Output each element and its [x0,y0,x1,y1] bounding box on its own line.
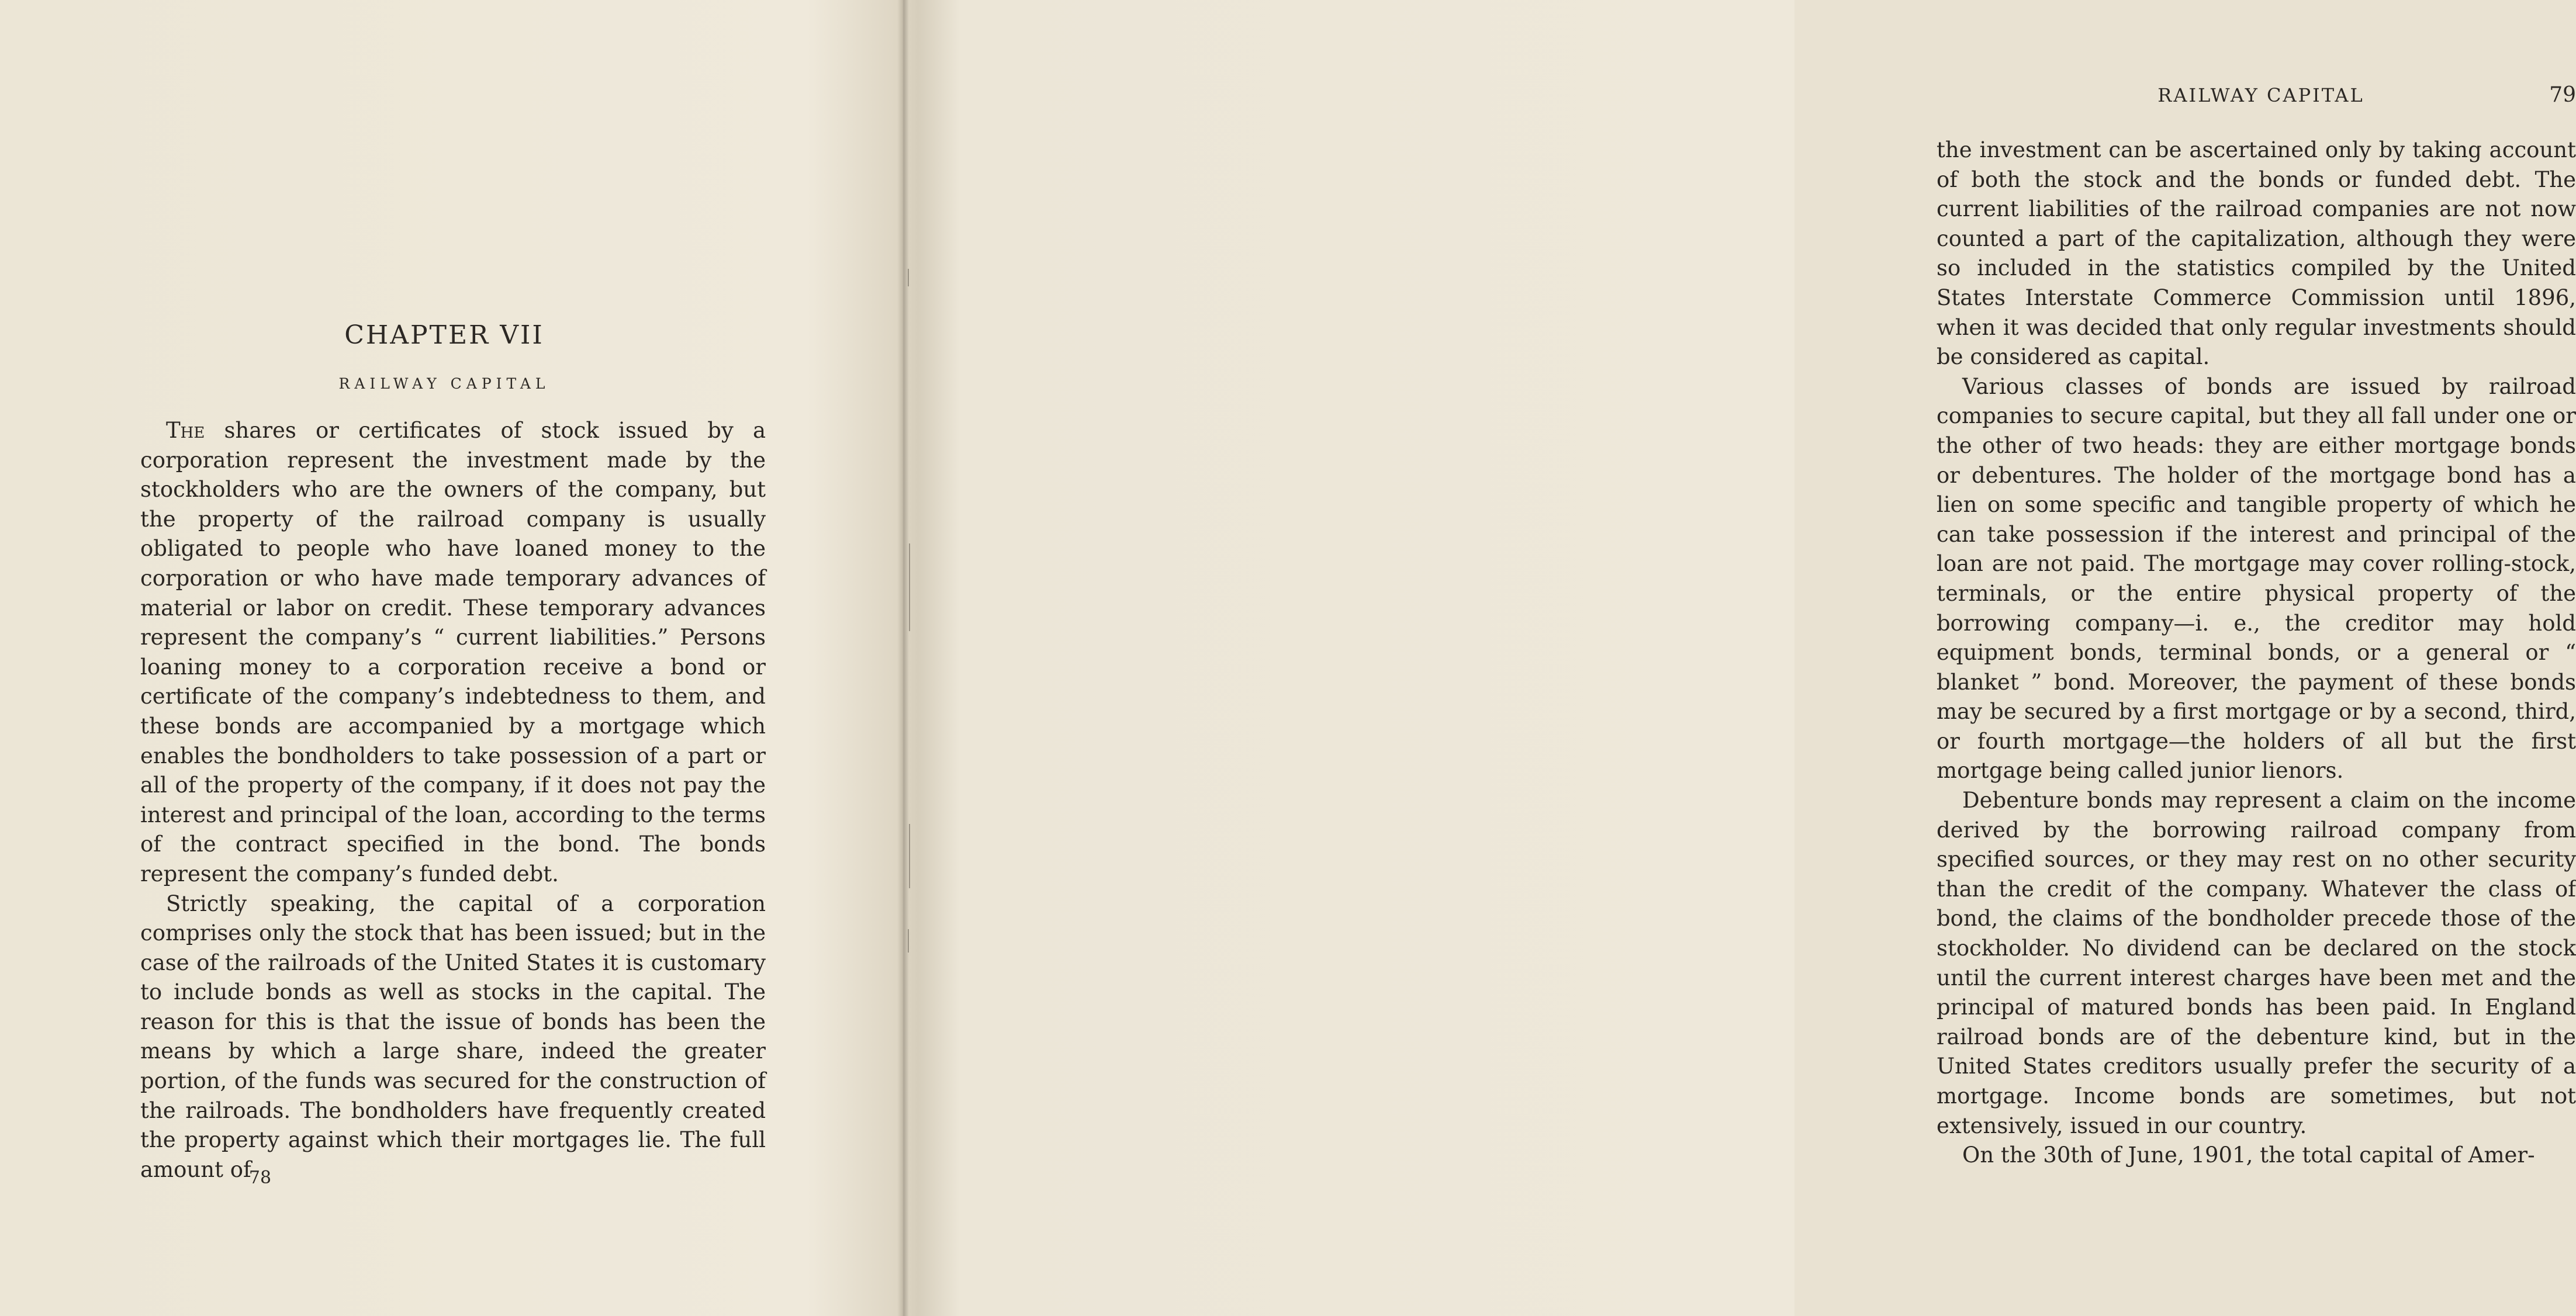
margin-mark [908,929,909,953]
paragraph: Debenture bonds may represent a claim on the income derived by the borrowing railroad company from specified sources, or they may rest on no other security than the credit of the company. Whatever the class of bond, the claims of the bondholder precede those of the stockholder. No dividend can be declared on the stock until the current interest charges have been met and the principal of matured bonds has been paid. In England railroad bonds are of the debenture kind, but in the United States creditors usually prefer the security of a mortgage. Income bonds are sometimes, but not extensively, issued in our country. [1937,788,2576,1138]
paragraph: the investment can be ascertained only by taking account of both the stock and the bonds or funded debt. The current liabilities of the railroad companies are not now counted a part of the capitalization, although they were so included in the statistics compiled by the United States Interstate Commerce Commission until 1896, when it was decided that only regular investments should be considered as capital. [1937,137,2576,370]
page-number: 78 [248,1168,272,1188]
paragraph: Various classes of bonds are issued by railroad companies to secure capital, but they all fall under one or the other of two heads: they are either mortgage bonds or debentures. The holder of the mortgage bond has a lien on some specific and tangible property of which he can take possession if the interest and principal of the loan are not paid. The mortgage may cover rolling-stock, terminals, or the entire physical property of the borrowing company—i. e., the creditor may hold equipment bonds, terminal bonds, or a general or “ blanket ” bond. Moreover, the payment of these bonds may be secured by a first mortgage or by a second, third, or fourth mortgage—the holders of all but the first mortgage being called junior lienors. [1937,373,2576,784]
paragraph: Strictly speaking, the capital of a corporation comprises only the stock that has been issued; but in the case of the railroads of the United States it is customary to include bonds as well as stocks in the capital. The reason for this is that the issue of bonds has been the means by which a large share, indeed the greater portion, of the funds was secured for the construction of the railroads. The bondholders have frequently created the property against which their mortgages lie. The full amount of [140,891,766,1182]
margin-mark [909,543,910,631]
paragraph: On the 30th of June, 1901, the total capital of Amer- [1962,1142,2535,1168]
left-page [0,0,897,1316]
chapter-subtitle: RAILWAY CAPITAL [338,375,550,392]
margin-mark [909,824,910,888]
margin-mark [908,269,909,286]
chapter-title: CHAPTER VII [344,320,544,350]
right-body-text [1937,136,2576,1170]
paragraph [140,416,766,889]
running-head: RAILWAY CAPITAL [2157,84,2364,106]
left-body-text [140,416,766,1185]
page-number: 79 [2549,83,2576,107]
right-page [909,0,2576,1316]
book-gutter [897,0,909,1316]
lead-word: The [166,418,205,443]
paragraph-text: shares or certificates of stock issued by a corporation represent the investment made by the stockholders who are the owners of the company, but the property of the railroad company is usually obligated to people who have loaned money to the corporation or who have made temporary advances of material or labor on credit. These temporary advances represent the company’s “ current liabilities.” Persons loaning money to a corporation receive a bond or certificate of the company’s indebtedness to them, and these bonds are accompanied by a mortgage which enables the bondholders to take possession of a part or all of the property of the company, if it does not pay the interest and principal of the loan, according to the terms of the contract specified in the bond. The bonds represent the company’s funded debt. [140,418,766,886]
